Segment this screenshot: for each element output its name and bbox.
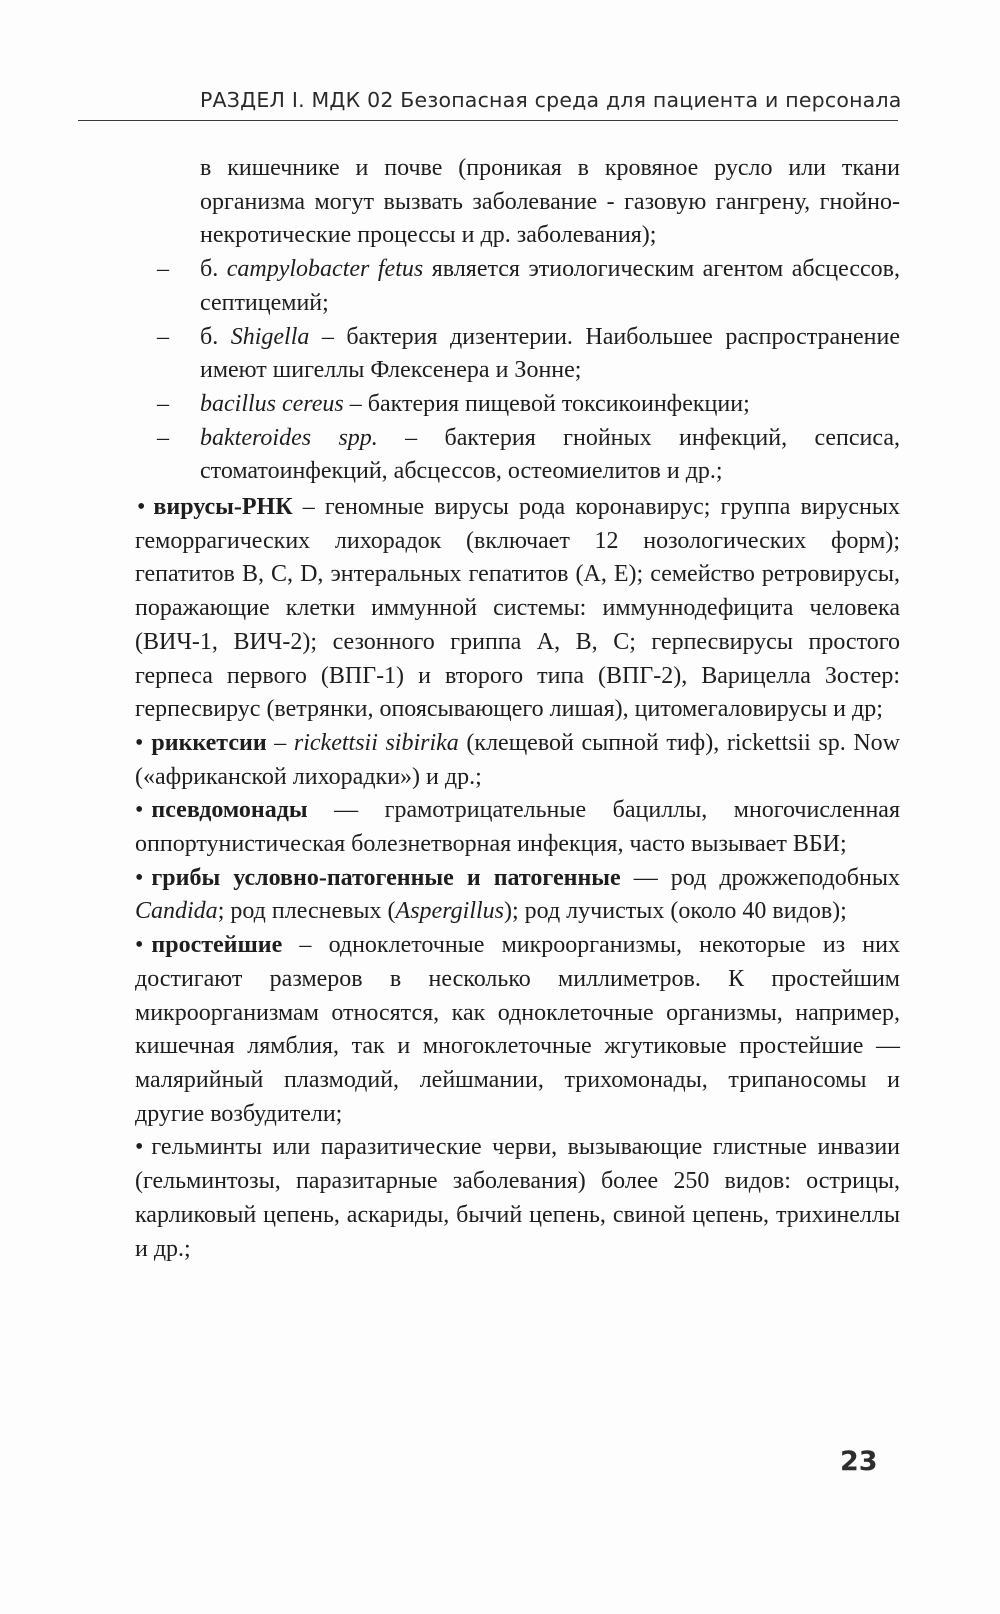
dash-item-text: – бактерия пищевой токсикоинфекции; (343, 390, 750, 417)
dash-item-text: – бактерия гнойных инфекций, сепсиса, стоматоинфекций, абсцессов, остеомиелитов и др.; (200, 424, 900, 485)
bullet-text: — род дрожжеподобных (620, 864, 900, 891)
bullet-marker: • (135, 729, 144, 756)
header-rule (78, 120, 898, 121)
dash-item-term: bacillus cereus (200, 390, 344, 417)
bullet-term: вирусы-РНК (153, 494, 293, 521)
bullet-term: грибы условно-патогенные и патогенные (151, 864, 621, 891)
continuation-paragraph: в кишечнике и почве (проникая в кровяное русло или ткани организма могут вызвать заболевание - газовую гангрену, гнойно-некротические процессы и др. заболевания); (200, 155, 900, 249)
dash-marker: – (157, 256, 169, 283)
bullet-text: ); род лучистых (около 40 видов); (504, 898, 847, 925)
dash-item-prefix: б. (200, 323, 231, 350)
bullet-marker: • (135, 864, 144, 891)
bullet-pseudomonas (135, 794, 900, 861)
bullet-text: — грамотрицательные бациллы, многочисленная оппортунистическая болезнетворная инфекция, часто вызывает ВБИ; (135, 797, 900, 858)
dash-item-text: является этиологическим агентом абсцессов, септицемий; (200, 256, 901, 316)
dash-marker: – (157, 323, 169, 350)
bullet-italic-term: Aspergillus (395, 898, 504, 925)
bullet-text: – одноклеточные микроорганизмы, некоторые из них достигают размеров в несколько миллиметров. К простейшим микроорганизмам относятся, как одноклеточные организмы, например, кишечная лямблия, так и многоклеточные жгутиковые простейшие — малярийный плазмодий, лейшмании, трихомонады, трипаносомы и другие возбудители; (135, 932, 900, 1127)
bullet-marker: • (135, 932, 144, 959)
dash-marker: – (157, 390, 169, 417)
bullet-protozoa (135, 929, 900, 1131)
bullet-helminths (135, 1131, 900, 1266)
page-number: 23 (840, 1446, 878, 1477)
body-text (135, 152, 900, 1266)
dash-item-prefix: б. (200, 256, 227, 283)
bullet-term: псевдомонады (151, 797, 308, 824)
dash-item-shigella (135, 321, 900, 388)
bullet-dash: – (266, 729, 294, 756)
bullet-text: – геномные вирусы рода коронавирус; группа вирусных геморрагических лихорадок (включает 12 нозологических форм); гепатитов В, С, D, энтеральных гепатитов (А, Е); семейство ретровирусы, поражающие клетки иммунной системы: иммуннодефицита человека (ВИЧ-1, ВИЧ-2); сезонного гриппа А, В, С; герпесвирусы простого герпеса первого (ВПГ-1) и второго типа (ВПГ-2), Варицелла Зостер: герпесвирус (ветрянки, опоясывающего лишая), цитомегаловирусы и др; (135, 494, 900, 723)
bullet-fungi (135, 862, 900, 929)
dash-item-term: Shigella (230, 323, 310, 350)
bullet-italic-term: Candida (135, 898, 218, 925)
bullet-text: (клещевой сыпной тиф), rickettsii sp. Now («африканской лихорадки») и др.; (135, 729, 901, 790)
dash-item-text: – бактерия дизентерии. Наибольшее распространение имеют шигеллы Флексенера и Зонне; (200, 323, 900, 384)
dash-item-term: bakteroides spp. (200, 424, 378, 451)
bullet-marker: • (137, 494, 146, 521)
bullet-term: риккетсии (151, 729, 267, 756)
bullet-viruses (135, 491, 900, 727)
dash-item-bakteroides (135, 422, 900, 489)
bullet-marker: • (135, 1134, 144, 1161)
bullet-text: ; род плесневых ( (217, 898, 396, 925)
bullet-marker: • (135, 797, 144, 824)
dash-item-bacillus (135, 388, 900, 422)
dash-marker: – (157, 424, 169, 451)
bullet-italic-term: rickettsii sibirika (293, 729, 459, 756)
bullet-term: простейшие (151, 932, 283, 959)
dash-item-term: campylobacter fetus (226, 256, 424, 283)
running-head: РАЗДЕЛ I. МДК 02 Безопасная среда для пациента и персонала (200, 88, 902, 112)
bullet-text: гельминты или паразитические черви, вызывающие глистные инвазии (гельминтозы, паразитарные заболевания) более 250 видов: острицы, карликовый цепень, аскариды, бычий цепень, свиной цепень, трихинеллы и др.; (135, 1134, 900, 1262)
dash-item-campylobacter (135, 253, 900, 320)
bullet-rickettsia (135, 727, 900, 794)
